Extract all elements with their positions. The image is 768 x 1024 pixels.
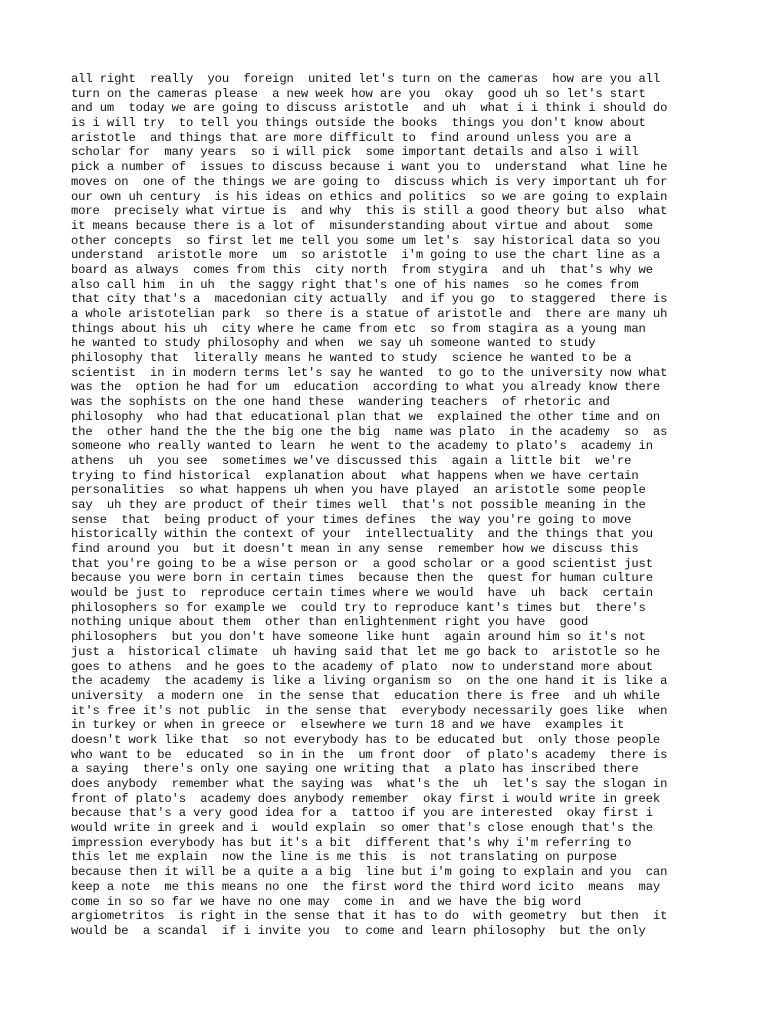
transcript-line: aristotle and things that are more difficult to find around unless you are a	[71, 130, 632, 145]
transcript-line: athens uh you see sometimes we've discussed this again a little bit we're	[71, 453, 632, 468]
transcript-line: board as always comes from this city north from stygira and uh that's why we	[71, 262, 653, 277]
transcript-line: things about his uh city where he came from etc so from stagira as a young man	[71, 321, 646, 336]
transcript-line: sense that being product of your times defines the way you're going to move	[71, 512, 632, 527]
transcript-line: university a modern one in the sense that education there is free and uh while	[71, 688, 661, 703]
transcript-line: our own uh century is his ideas on ethics and politics so we are going to explain	[71, 189, 668, 204]
transcript-text-block	[71, 72, 711, 939]
transcript-line: because that's a very good idea for a tattoo if you are interested okay first i	[71, 806, 653, 821]
transcript-line: keep a note me this means no one the first word the third word icito means may	[71, 879, 661, 894]
transcript-line: it's free it's not public in the sense that everybody necessarily goes like when	[71, 703, 668, 718]
transcript-line: and um today we are going to discuss aristotle and uh what i i think i should do	[71, 101, 668, 116]
transcript-line: find around you but it doesn't mean in any sense remember how we discuss this	[71, 542, 639, 556]
transcript-line: a whole aristotelian park so there is a statue of aristotle and there are many uh	[71, 307, 668, 321]
transcript-line: turn on the cameras please a new week how are you okay good uh so let's start	[71, 86, 646, 101]
transcript-line: would be a scandal if i invite you to come and learn philosophy but the only	[71, 923, 646, 938]
transcript-line: doesn't work like that so not everybody has to be educated but only those people	[71, 732, 661, 747]
transcript-line: would be just to reproduce certain times where we would have uh back certain	[71, 586, 653, 601]
transcript-line: he wanted to study philosophy and when we say uh someone wanted to study	[71, 336, 596, 351]
transcript-line: nothing unique about them other than enlightenment right you have good	[71, 615, 589, 630]
transcript-line: goes to athens and he goes to the academy of plato now to understand more about	[71, 659, 653, 674]
transcript-line: philosophy who had that educational plan that we explained the other time and on	[71, 409, 661, 424]
transcript-line: say uh they are product of their times well that's not possible meaning in the	[71, 497, 646, 512]
transcript-line: the academy the academy is like a living organism so on the one hand it is like a	[71, 674, 668, 689]
transcript-line: would write in greek and i would explain so omer that's close enough that's the	[71, 821, 653, 836]
transcript-line: was the sophists on the one hand these wandering teachers of rhetoric and	[71, 395, 610, 410]
transcript-line: because you were born in certain times because then the quest for human culture	[71, 571, 653, 586]
transcript-line: in turkey or when in greece or elsewhere we turn 18 and we have examples it	[71, 718, 625, 733]
transcript-line: someone who really wanted to learn he went to the academy to plato's academy in	[71, 439, 653, 454]
transcript-line: philosophy that literally means he wanted to study science he wanted to be a	[71, 351, 632, 366]
transcript-line: other concepts so first let me tell you some um let's say historical data so you	[71, 233, 661, 248]
transcript-line: come in so so far we have no one may come in and we have the big word	[71, 894, 582, 909]
transcript-line: historically within the context of your intellectuality and the things that you	[71, 527, 653, 542]
transcript-line: also call him in uh the saggy right that's one of his names so he comes from	[71, 277, 639, 292]
transcript-line: that city that's a macedonian city actually and if you go to staggered there is	[71, 292, 668, 307]
transcript-line: front of plato's academy does anybody remember okay first i would write in greek	[71, 791, 661, 806]
transcript-line: that you're going to be a wise person or a good scholar or a good scientist just	[71, 556, 653, 571]
transcript-line: impression everybody has but it's a bit different that's why i'm referring to	[71, 835, 632, 850]
transcript-line: argiometritos is right in the sense that it has to do with geometry but then it	[71, 909, 668, 924]
transcript-line: it means because there is a lot of misunderstanding about virtue and about some	[71, 218, 653, 233]
transcript-line: scholar for many years so i will pick some important details and also i will	[71, 145, 639, 160]
transcript-line: does anybody remember what the saying was what's the uh let's say the slogan in	[71, 777, 668, 791]
transcript-line: scientist in in modern terms let's say he wanted to go to the university now what	[71, 365, 668, 380]
transcript-line: understand aristotle more um so aristotle i'm going to use the chart line as a	[71, 248, 661, 263]
transcript-line: because then it will be a quite a a big line but i'm going to explain and you can	[71, 865, 668, 880]
transcript-line: was the option he had for um education according to what you already know there	[71, 380, 661, 395]
transcript-line: philosophers so for example we could try to reproduce kant's times but there's	[71, 600, 646, 615]
transcript-line: all right really you foreign united let's turn on the cameras how are you all	[71, 72, 661, 86]
transcript-line: who want to be educated so in in the um front door of plato's academy there is	[71, 747, 668, 762]
transcript-line: the other hand the the the big one the big name was plato in the academy so as	[71, 424, 668, 439]
transcript-line: this let me explain now the line is me this is not translating on purpose	[71, 850, 617, 865]
transcript-line: philosophers but you don't have someone like hunt again around him so it's not	[71, 630, 646, 645]
transcript-line: pick a number of issues to discuss because i want you to understand what line he	[71, 160, 668, 175]
transcript-line: personalities so what happens uh when you have played an aristotle some people	[71, 483, 646, 498]
transcript-line: more precisely what virtue is and why this is still a good theory but also what	[71, 204, 668, 219]
transcript-line: moves on one of the things we are going to discuss which is very important uh for	[71, 174, 668, 189]
transcript-line: just a historical climate uh having said that let me go back to aristotle so he	[71, 644, 661, 659]
transcript-line: trying to find historical explanation about what happens when we have certain	[71, 468, 639, 483]
transcript-line: is i will try to tell you things outside the books things you don't know about	[71, 116, 646, 131]
transcript-line: a saying there's only one saying one writing that a plato has inscribed there	[71, 762, 639, 777]
